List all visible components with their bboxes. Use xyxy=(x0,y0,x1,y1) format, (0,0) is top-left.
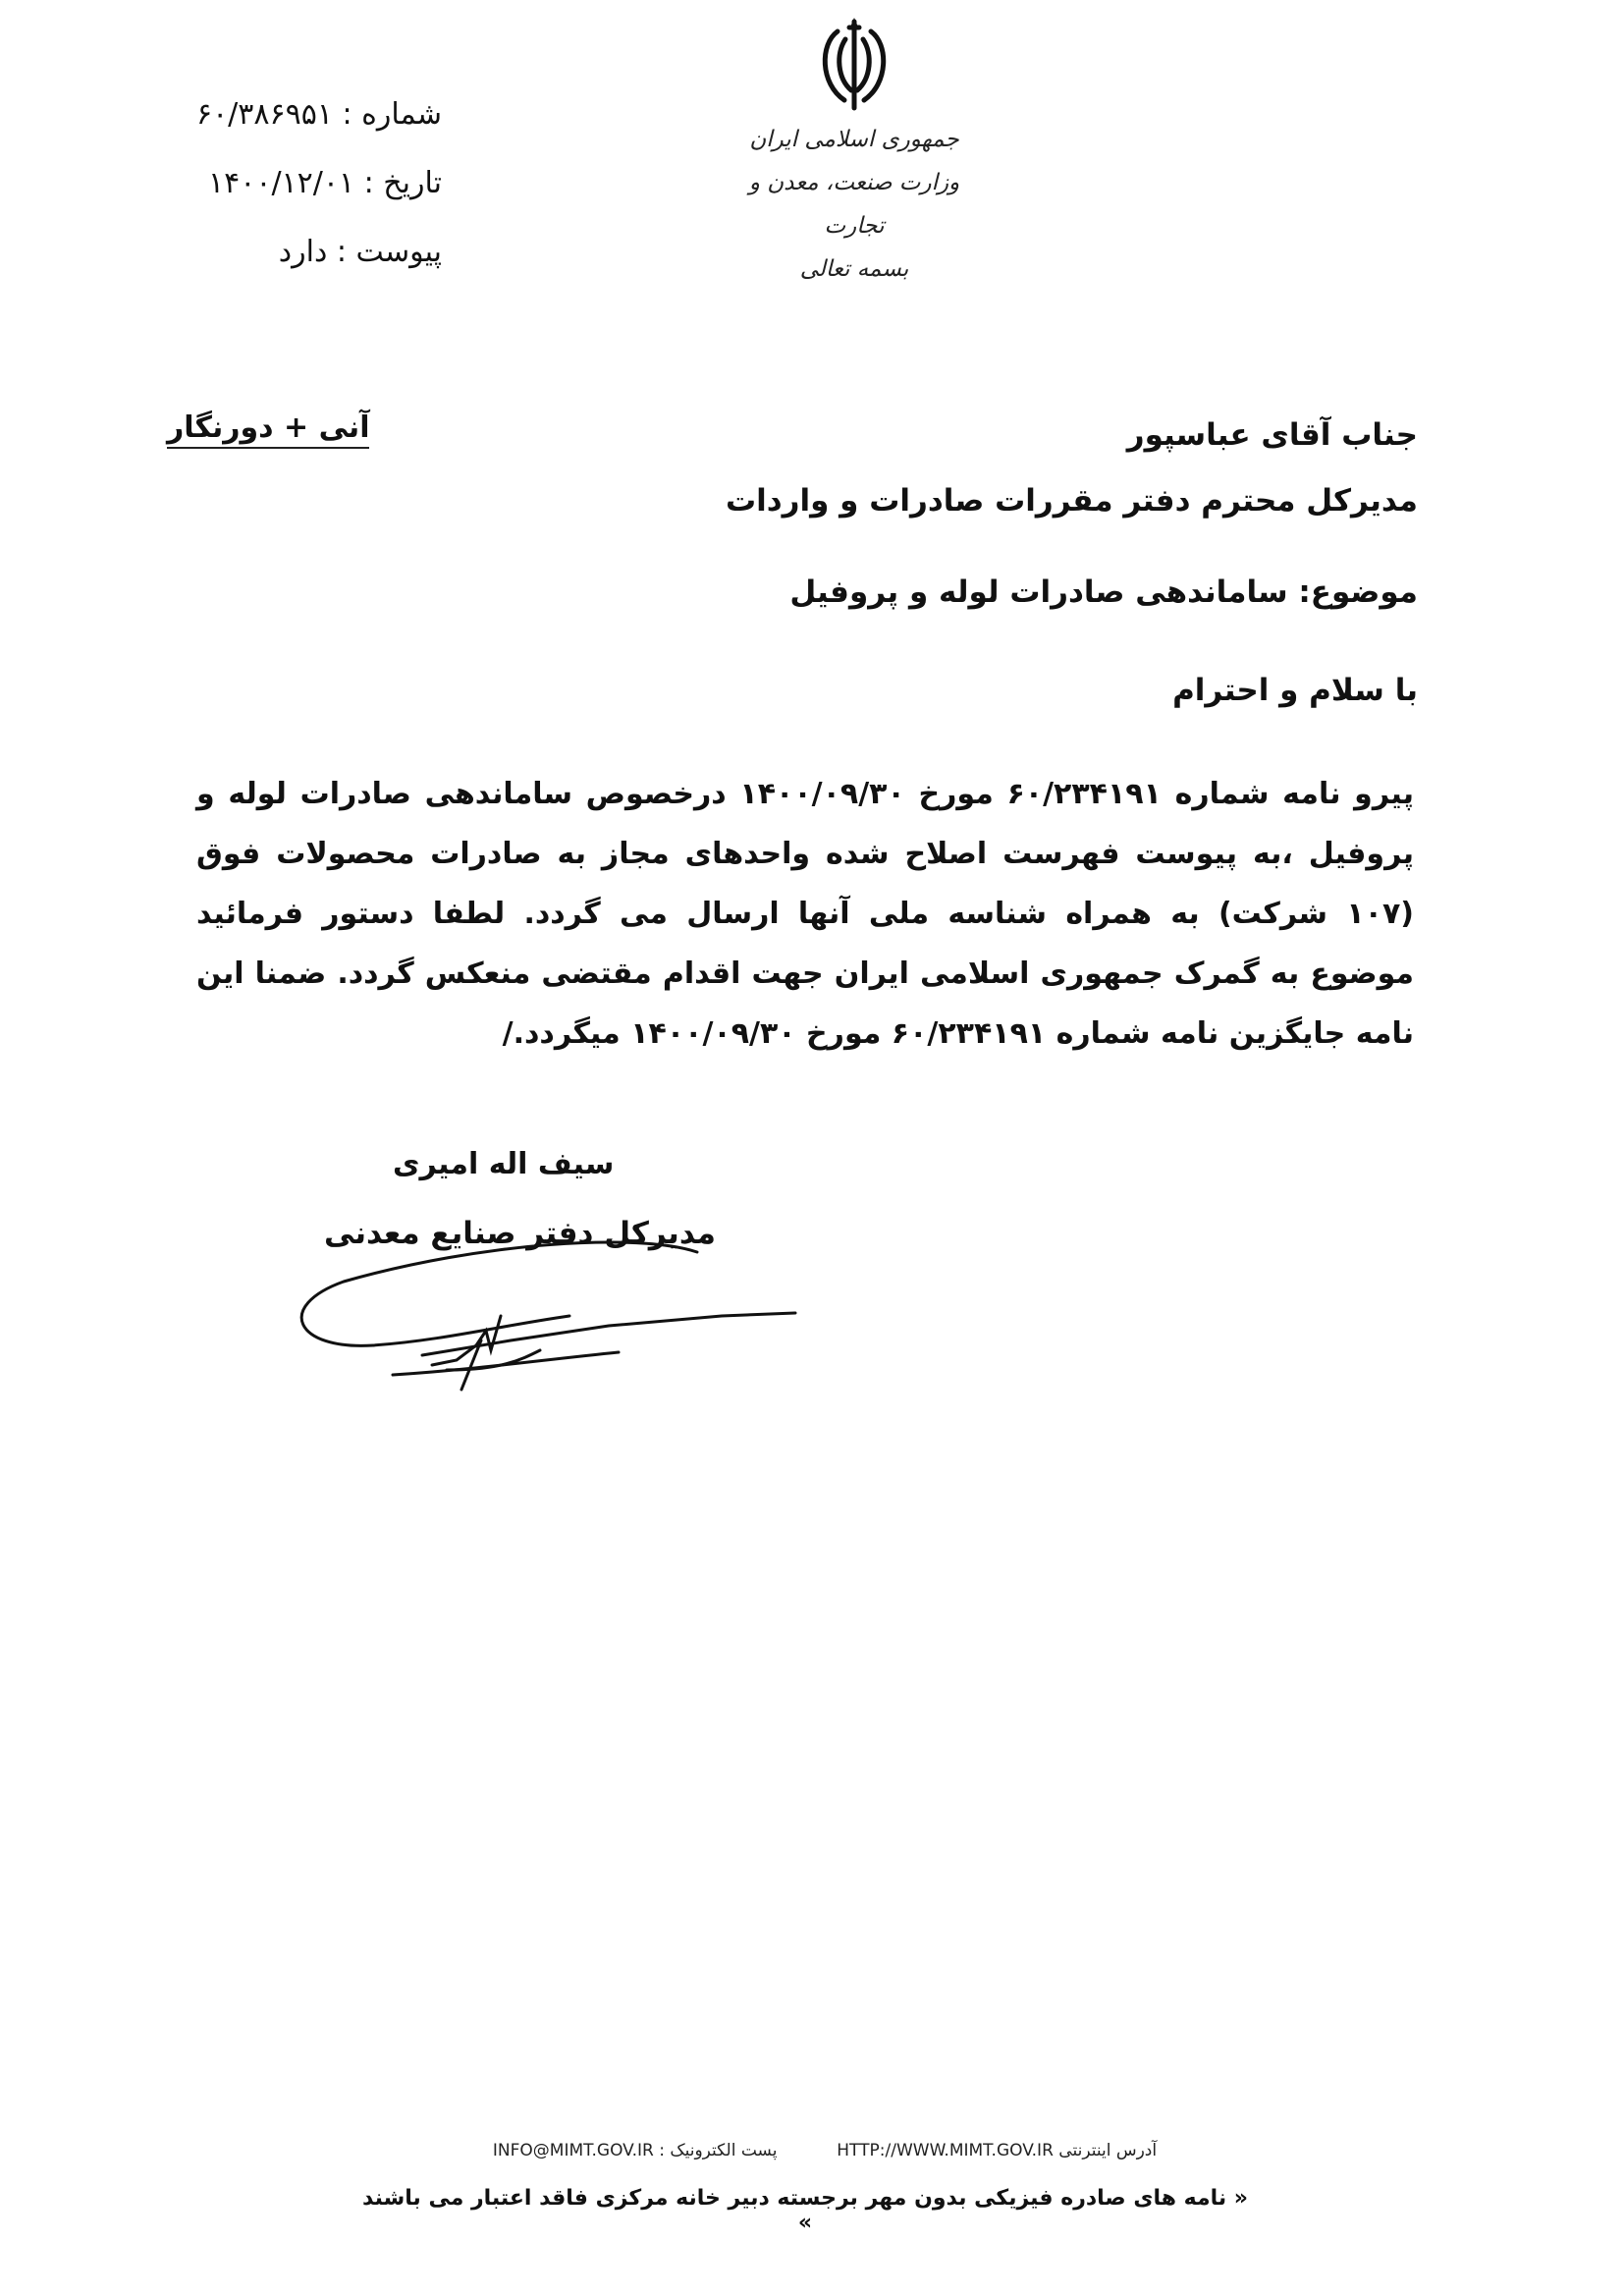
letter-number-row xyxy=(118,81,442,149)
letter-date-label: تاریخ : xyxy=(363,166,442,200)
emblem-basmala: بسمه تعالی xyxy=(799,256,909,282)
footer-website-label: آدرس اینترنتی xyxy=(1058,2141,1158,2160)
signature-scribble-icon xyxy=(285,1223,815,1419)
greeting: با سلام و احترام xyxy=(1172,673,1418,708)
letterhead xyxy=(727,10,982,304)
footer-email-label: پست الکترونیک : xyxy=(659,2141,778,2160)
iran-emblem-icon xyxy=(800,10,908,118)
letter-body: پیرو نامه شماره ۶۰/۲۳۴۱۹۱ مورخ ۱۴۰۰/۰۹/۳۰ درخصوص ساماندهی صادرات لوله و پروفیل ،به پیوست فهرست اصلاح شده واحدهای مجاز به صادرات محصولات فوق (۱۰۷ شرکت) به همراه شناسه ملی آنها ارسال می گردد. لطفا دستور فرمائید موضوع به گمرک جمهوری اسلامی ایران جهت اقدام مقتضی منعکس گردد. ضمنا این نامه جایگزین نامه شماره ۶۰/۲۳۴۱۹۱ مورخ ۱۴۰۰/۰۹/۳۰ میگردد./ xyxy=(196,777,1414,1051)
letter-attachment-label: پیوست : xyxy=(336,235,442,269)
footer-contact xyxy=(432,2141,1218,2160)
letter-attachment-row xyxy=(118,218,442,287)
emblem-ministry: وزارت صنعت، معدن و تجارت xyxy=(748,170,960,239)
letter-date-row xyxy=(118,149,442,218)
addressee-title: مدیرکل محترم دفتر مقررات صادرات و واردات xyxy=(725,483,1418,519)
addressee-name: جناب آقای عباسپور xyxy=(1126,417,1418,453)
letter-meta xyxy=(118,81,442,287)
subject-line: موضوع: ساماندهی صادرات لوله و پروفیل xyxy=(789,574,1418,610)
footer-website[interactable]: HTTP://WWW.MIMT.GOV.IR xyxy=(837,2141,1054,2160)
letter-date-value: ۱۴۰۰/۱۲/۰۱ xyxy=(207,166,355,200)
emblem-country: جمهوری اسلامی ایران xyxy=(749,127,959,152)
signatory-title: مدیرکل دفتر صنایع معدنی xyxy=(324,1216,716,1251)
footer-notice: « نامه های صادره فیزیکی بدون مهر برجسته دبیر خانه مرکزی فاقد اعتبار می باشند » xyxy=(361,2186,1249,2235)
signatory-name: سیف اله امیری xyxy=(393,1147,615,1181)
letter-number-value: ۶۰/۳۸۶۹۵۱ xyxy=(195,97,333,132)
letter-attachment-value: دارد xyxy=(278,235,328,269)
footer-email[interactable]: INFO@MIMT.GOV.IR xyxy=(492,2141,654,2160)
letter-number-label: شماره : xyxy=(342,97,442,132)
urgency-note: آنی + دورنگار xyxy=(167,410,369,449)
